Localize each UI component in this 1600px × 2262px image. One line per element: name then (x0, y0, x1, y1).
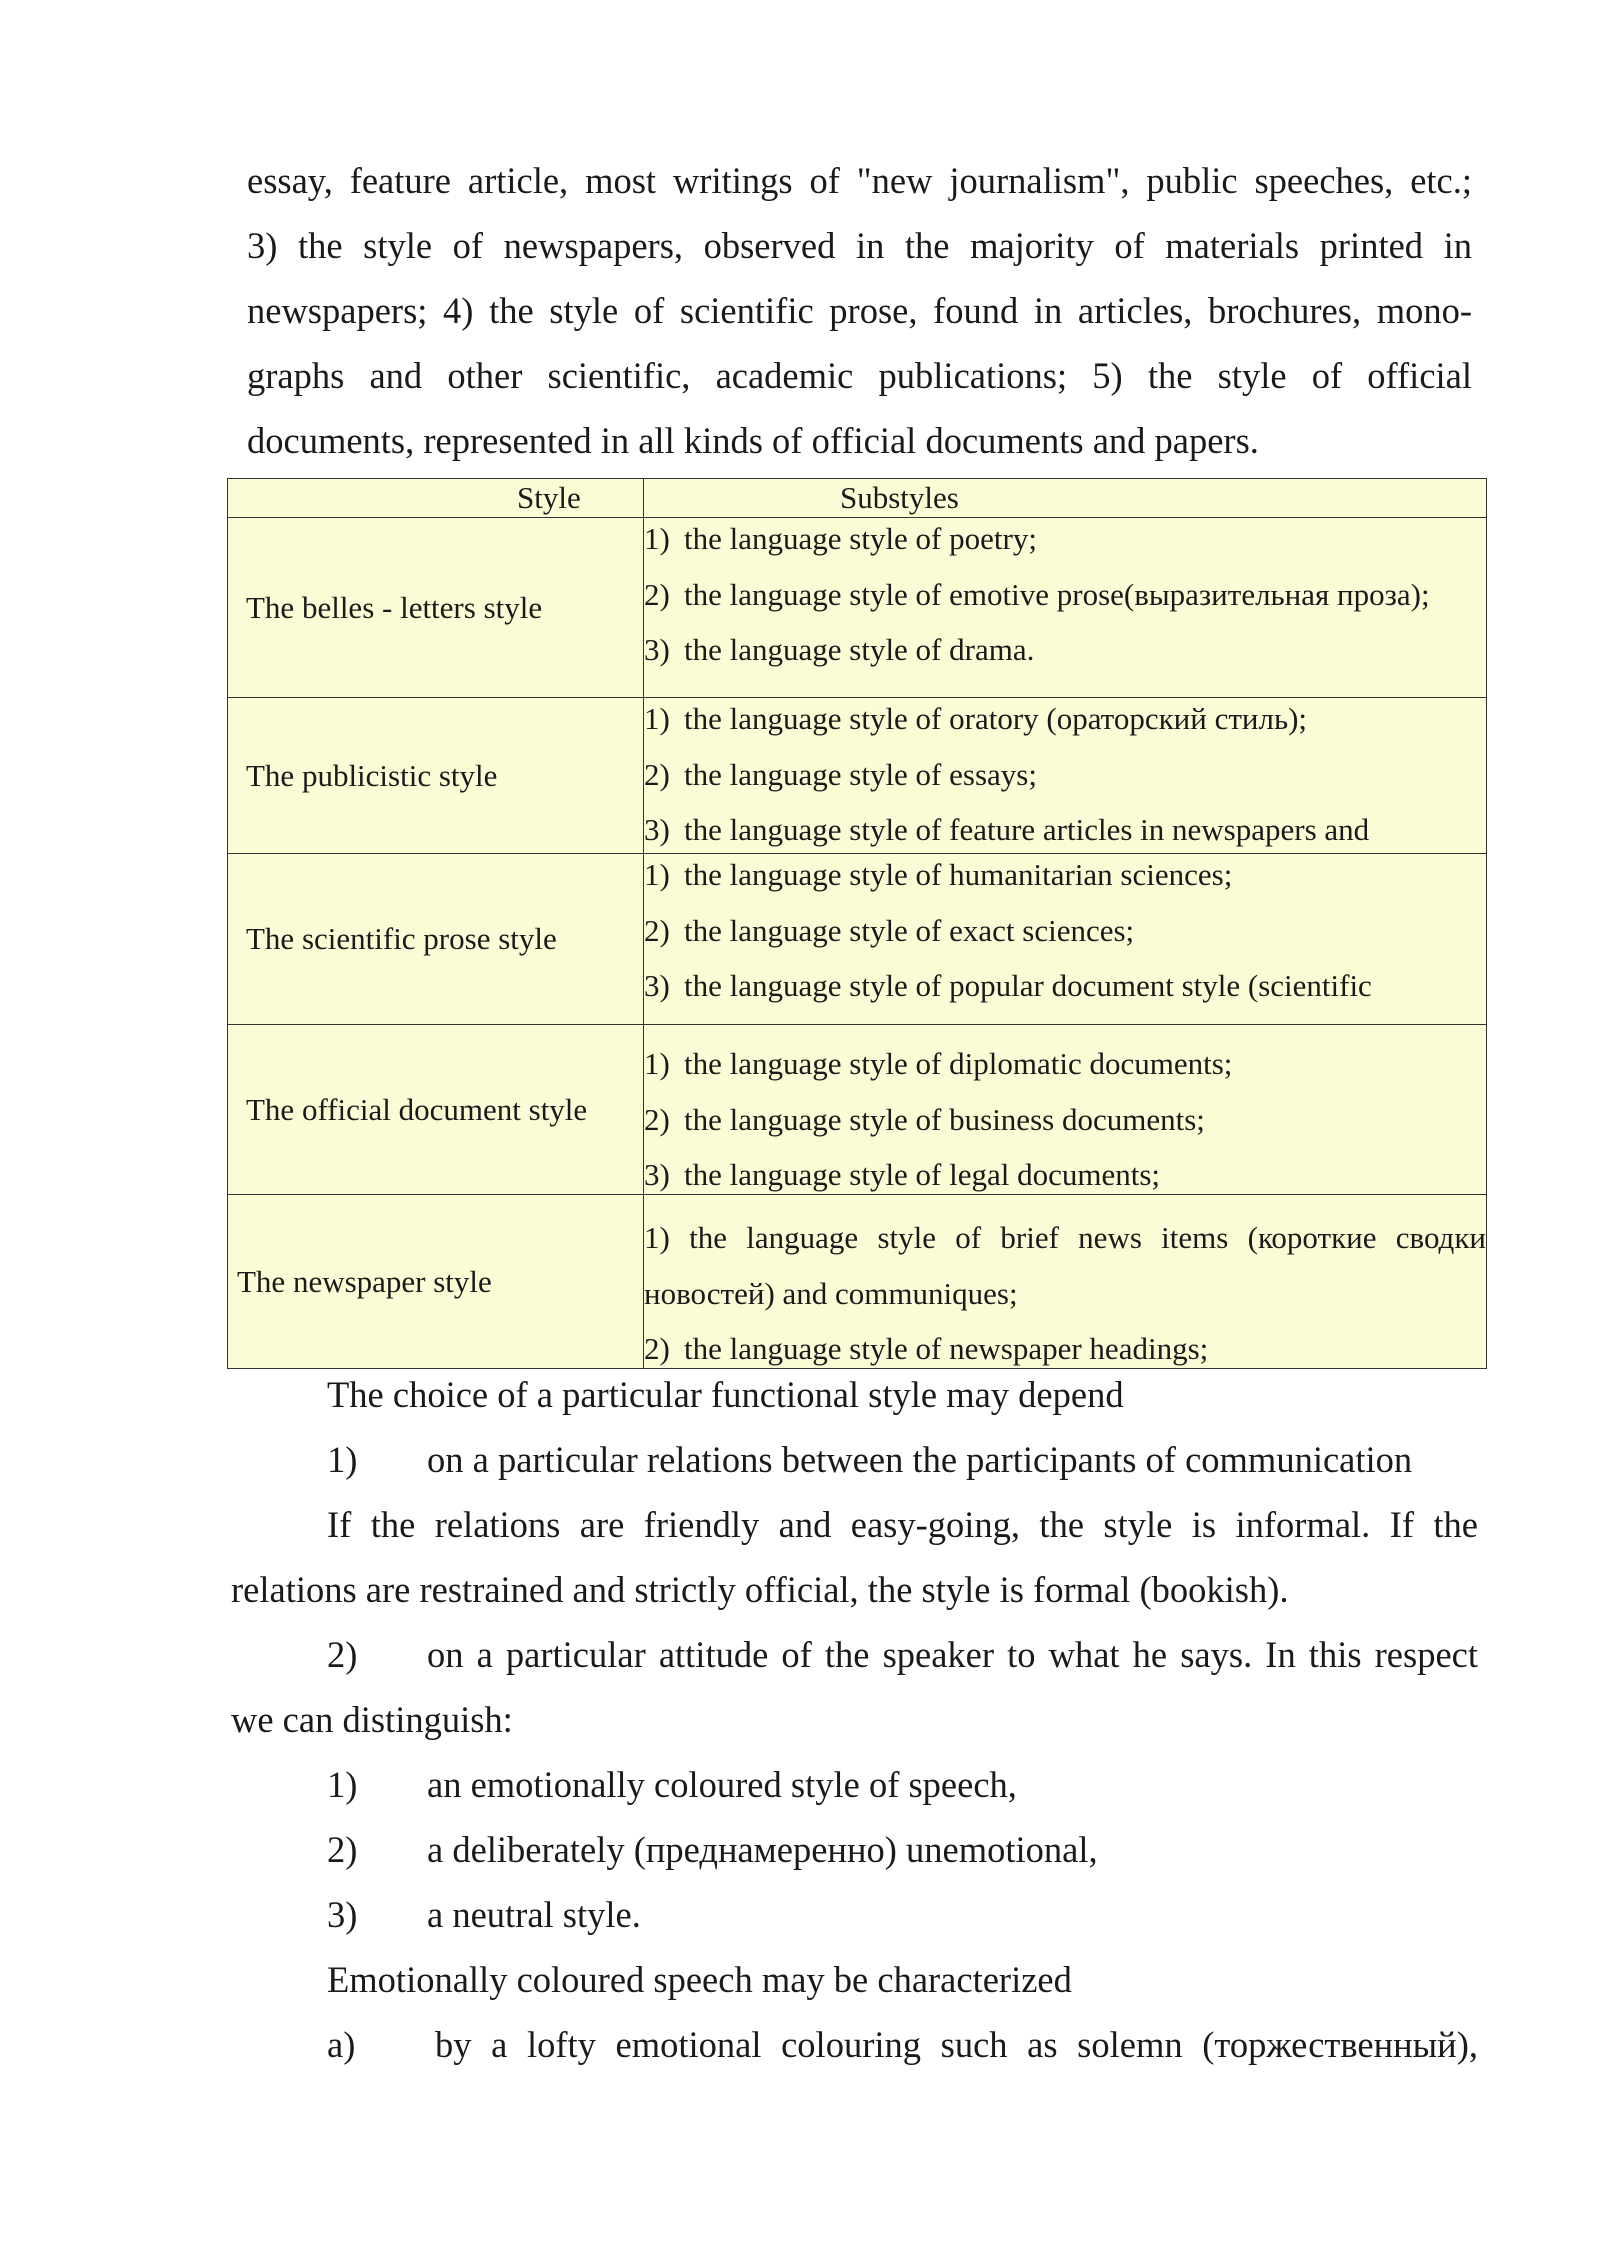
substyle-item (644, 629, 1486, 685)
substyle-text: the language style of legal documents; (684, 1157, 1161, 1192)
substyle-number: 2) (644, 1101, 670, 1137)
table-row (228, 854, 1487, 1025)
substyle-number: 2) (644, 576, 670, 612)
substyle-number: 1) (644, 857, 670, 892)
list-number: a) (327, 2024, 356, 2065)
substyle-text: the language style of emotive prose(выразительная проза); (684, 576, 1430, 612)
relations-line: If the relations are friendly and easy-going, the style is informal. If the (327, 1504, 1478, 1545)
style-name-cell: The scientific prose style (228, 854, 644, 1025)
column-header-substyles: Substyles (644, 479, 1487, 518)
list-number: 1) (327, 1439, 358, 1480)
substyle-number: 3) (644, 968, 670, 1003)
column-header-style: Style (228, 479, 644, 518)
choice-intro: The choice of a particular functional style may depend (327, 1374, 1124, 1415)
style-name-cell: The belles - letters style (228, 518, 644, 698)
substyle-item (644, 698, 1486, 754)
substyle-text: the language style of essays; (684, 756, 1037, 792)
substyle-text: the language style of poetry; (684, 521, 1037, 556)
list-item (231, 2012, 1478, 2077)
substyle-number: 3) (644, 812, 670, 847)
list-item (231, 1817, 1478, 1882)
substyle-item (644, 754, 1486, 810)
list-item (231, 1752, 1478, 1817)
list-number: 1) (327, 1764, 358, 1805)
substyles-cell (644, 698, 1487, 854)
substyle-text: the language style of diplomatic documents; (684, 1046, 1233, 1081)
substyle-item (644, 854, 1486, 910)
substyle-number: 3) (644, 632, 670, 667)
substyle-item (644, 1099, 1486, 1155)
style-name-cell: The official document style (228, 1025, 644, 1195)
style-name-cell: The newspaper style (228, 1195, 644, 1369)
list-number: 3) (327, 1894, 358, 1935)
substyle-text: the language style of popular document style (scientific (684, 968, 1372, 1003)
substyle-text: the language style of feature articles in newspapers and (684, 812, 1370, 847)
table-row (228, 698, 1487, 854)
relations-line: relations are restrained and strictly official, the style is formal (bookish). (231, 1569, 1289, 1610)
substyle-text: the language style of business documents; (684, 1101, 1205, 1137)
intro-line: graphs and other scientific, academic publications; 5) the style of official (247, 355, 1472, 396)
substyles-cell (644, 1025, 1487, 1195)
list-text: a deliberately (преднамеренно) unemotional, (427, 1829, 1098, 1870)
substyle-item: 1) the language style of brief news items (короткие сводки (644, 1220, 1486, 1255)
substyle-text: the language style of drama. (684, 632, 1035, 667)
substyle-text: the language style of oratory (ораторский стиль); (684, 701, 1308, 736)
list-number: 2) (327, 1829, 358, 1870)
substyle-item (644, 965, 1486, 1021)
list-item (231, 1622, 1478, 1687)
table-row (228, 1195, 1487, 1369)
style-name-cell: The publicistic style (228, 698, 644, 854)
list-text: an emotionally coloured style of speech, (427, 1764, 1017, 1805)
substyle-number: 1) (644, 1046, 670, 1081)
list-text: on a particular relations between the participants of communication (427, 1439, 1413, 1480)
intro-line: 3) the style of newspapers, observed in the majority of materials printed in (247, 225, 1472, 266)
substyle-item (644, 1154, 1486, 1194)
substyle-text: the language style of humanitarian sciences; (684, 857, 1233, 892)
substyle-number: 2) (644, 756, 670, 792)
substyle-number: 2) (644, 1331, 670, 1366)
styles-table (227, 478, 1487, 1369)
body-text (231, 1362, 1478, 2077)
substyle-text: the language style of newspaper headings; (684, 1331, 1209, 1366)
substyle-number: 1) (644, 521, 670, 556)
list-text: a neutral style. (427, 1894, 641, 1935)
table-row (228, 1025, 1487, 1195)
substyle-item (644, 1043, 1486, 1099)
substyle-item (644, 518, 1486, 574)
substyle-item (644, 809, 1486, 853)
substyle-text: the language style of exact sciences; (684, 912, 1135, 948)
list-text: by a lofty emotional colouring such as solemn (торжественный), (435, 2024, 1478, 2065)
substyle-number: 2) (644, 912, 670, 948)
intro-line: documents, represented in all kinds of official documents and papers. (247, 420, 1259, 461)
table-row (228, 518, 1487, 698)
substyles-cell (644, 854, 1487, 1025)
intro-line: essay, feature article, most writings of "new journalism", public speeches, etc.; (247, 160, 1472, 201)
intro-line: newspapers; 4) the style of scientific prose, found in articles, brochures, mono- (247, 290, 1472, 331)
list-number: 2) (327, 1634, 358, 1675)
list-item (231, 1882, 1478, 1947)
table-header-row (228, 479, 1487, 518)
substyle-number: 3) (644, 1157, 670, 1192)
emotional-intro: Emotionally coloured speech may be characterized (327, 1959, 1072, 2000)
substyles-cell (644, 1195, 1487, 1369)
substyle-item (644, 574, 1486, 630)
intro-paragraph (247, 148, 1472, 473)
substyle-item (644, 910, 1486, 966)
substyle-item: новостей) and communiques; (644, 1275, 1018, 1311)
substyle-number: 1) (644, 701, 670, 736)
substyles-cell (644, 518, 1487, 698)
list-item (231, 1427, 1478, 1492)
list-continuation: we can distinguish: (231, 1699, 513, 1740)
list-text: on a particular attitude of the speaker to what he says. In this respect (427, 1634, 1478, 1675)
